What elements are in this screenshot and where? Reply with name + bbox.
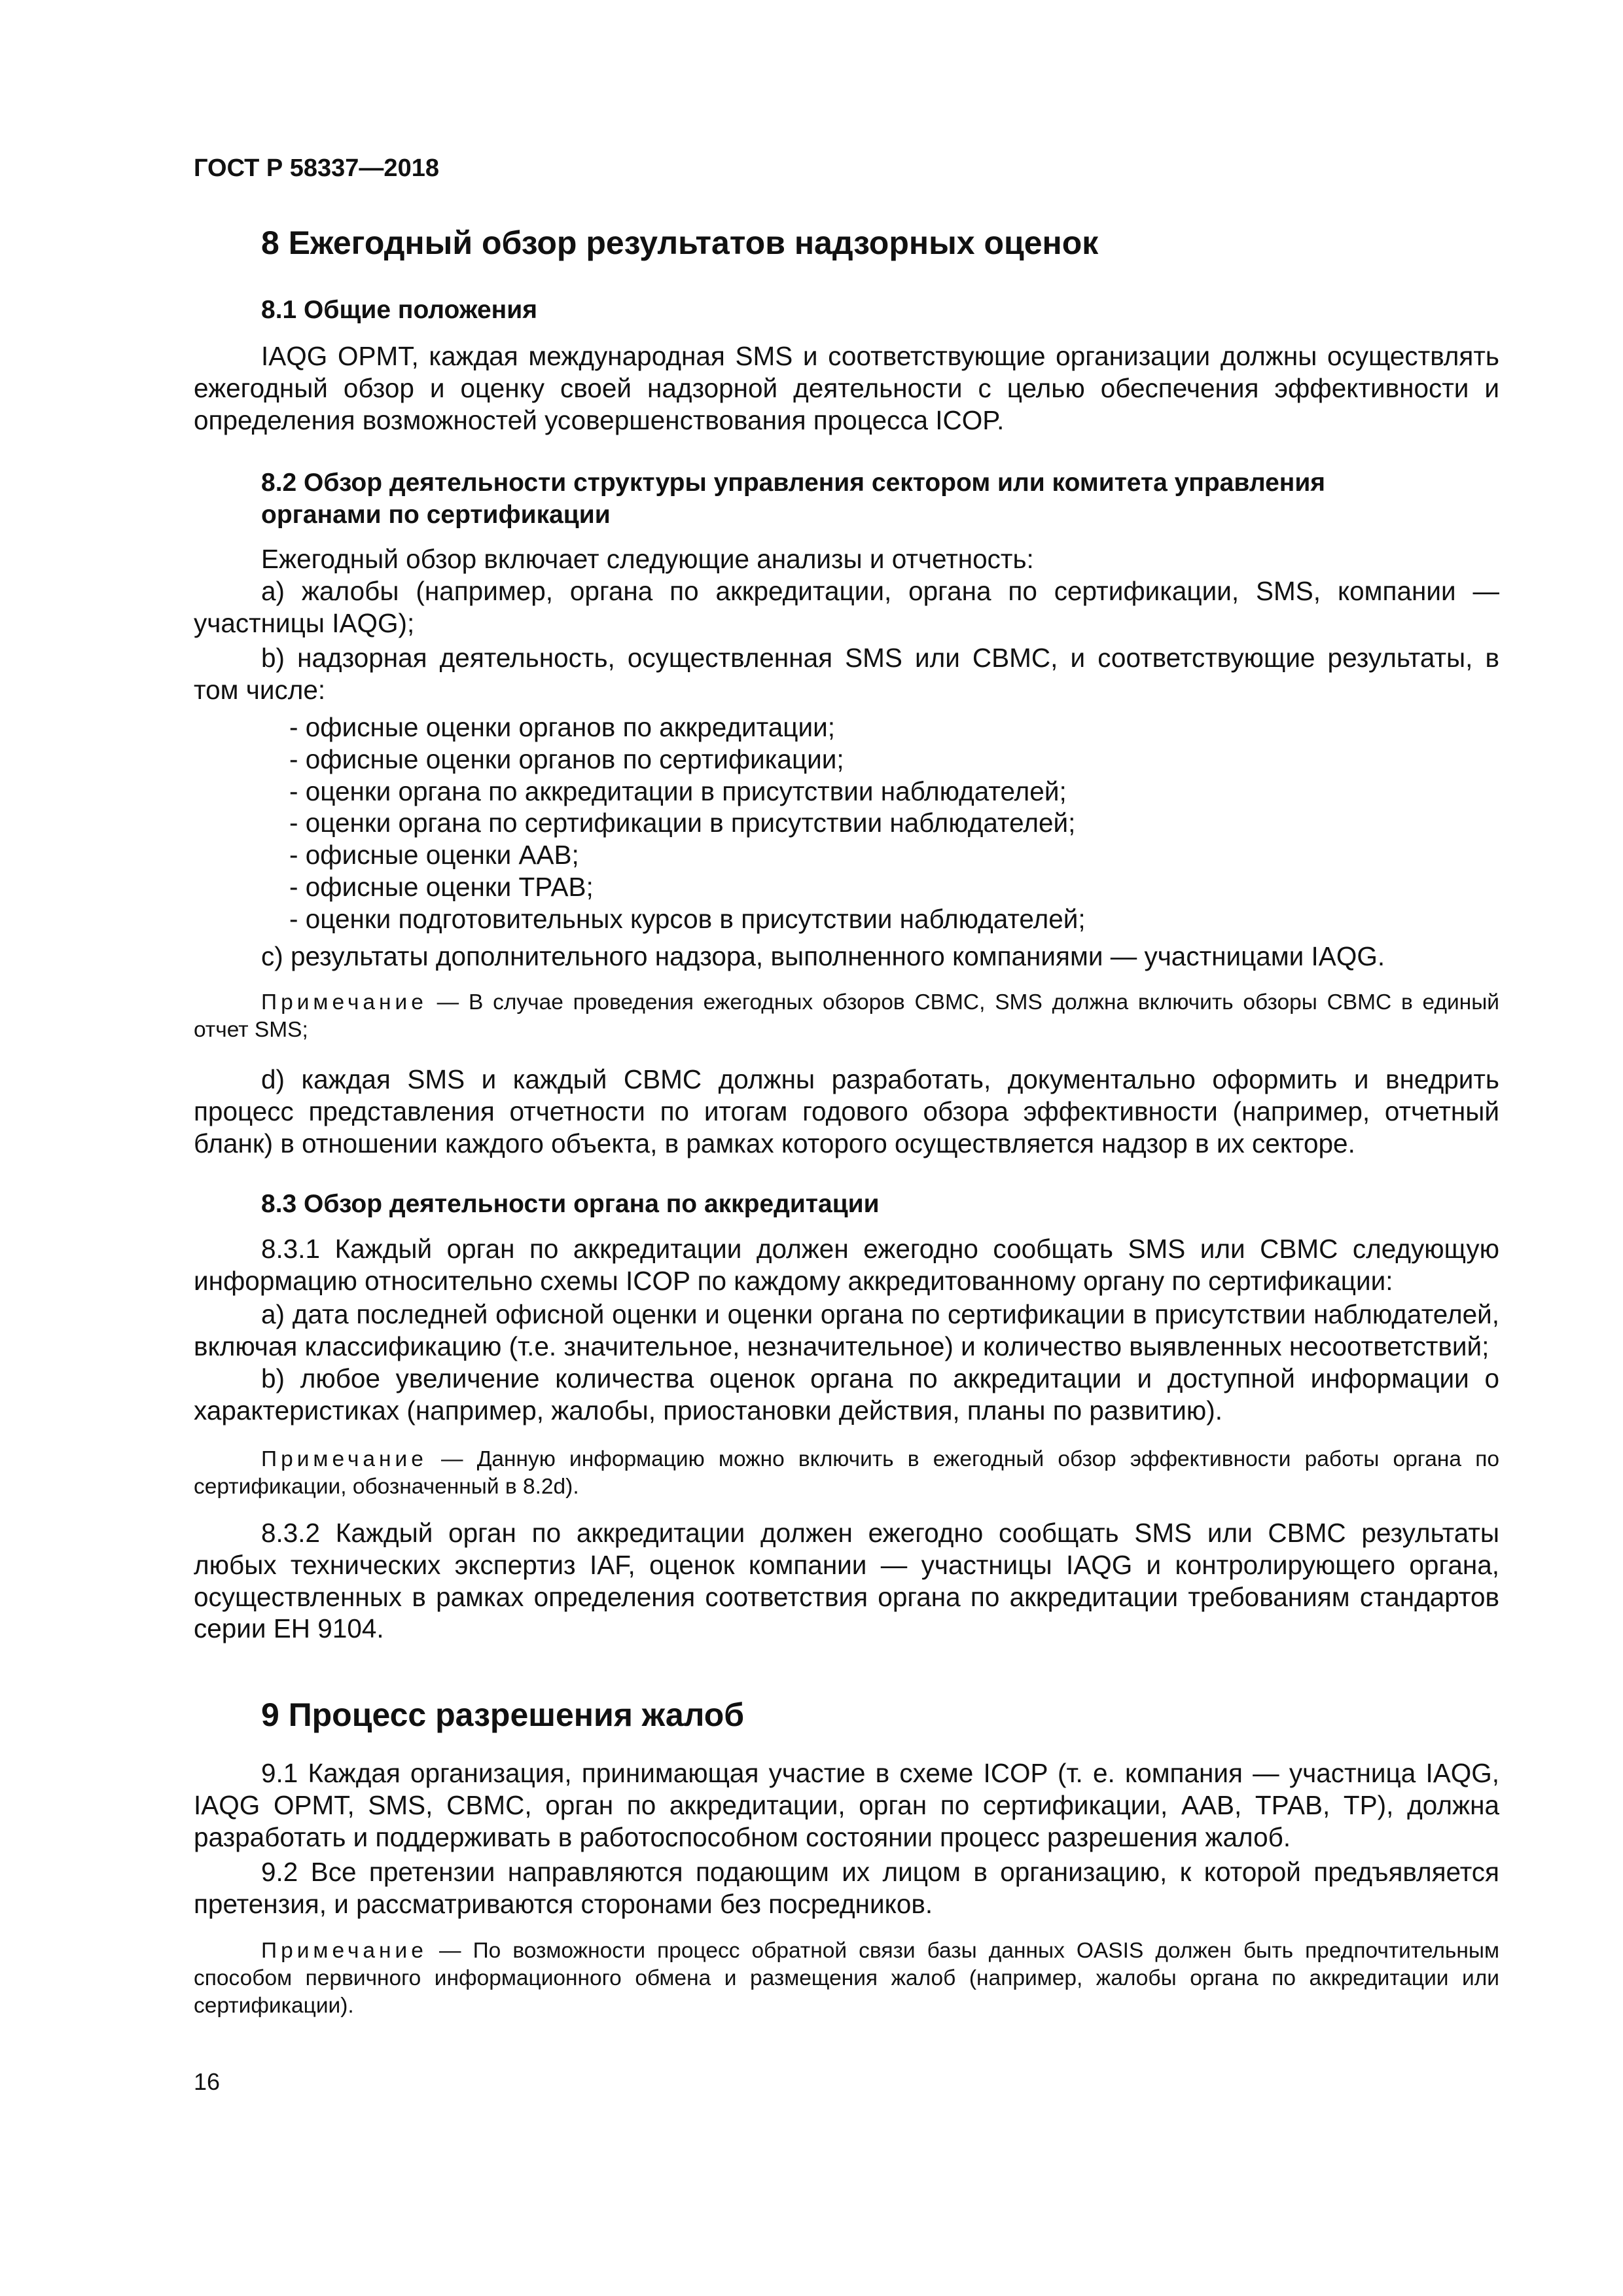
note-text: — В случае проведения ежегодных обзоров CBMC, SMS должна включить обзоры CBMC в единый отчет SMS; <box>194 990 1499 1042</box>
note-label: Примечание <box>261 1939 427 1963</box>
section-9-1-paragraph: 9.1 Каждая организация, принимающая участие в схеме ICOP (т. е. компания — участница IAQG, IAQG OPMT, SMS, CBMC, орган по аккредитации, орган по сертификации, ААВ, ТРАВ, ТР), должна разработать и поддерживать в работоспособном состоянии процесс разрешения жалоб. <box>194 1758 1499 1852</box>
section-8-2-item-a: а) жалобы (например, органа по аккредитации, органа по сертификации, SMS, компании — участницы IAQG); <box>194 576 1499 638</box>
dash-item: - оценки подготовительных курсов в присутствии наблюдателей; <box>289 903 1086 934</box>
section-8-3-1-item-b: b) любое увеличение количества оценок органа по аккредитации и доступной информации о характеристиках (например, жалобы, приостановки действия, планы по развитию). <box>194 1363 1499 1426</box>
section-9-2-paragraph: 9.2 Все претензии направляются подающим их лицом в организацию, к которой предъявляется претензия, и рассматриваются сторонами без посредников. <box>194 1857 1499 1919</box>
section-9-heading: 9 Процесс разрешения жалоб <box>261 1696 745 1733</box>
note-label: Примечание <box>261 1447 427 1471</box>
note-text: — По возможности процесс обратной связи базы данных OASIS должен быть предпочтительным способом первичного информационного обмена и размещения жалоб (например, жалобы органа по аккредитации или сертификации). <box>194 1939 1499 2018</box>
section-8-2-intro: Ежегодный обзор включает следующие анализы и отчетность: <box>261 544 1034 574</box>
section-8-2-dash-list <box>194 711 1499 935</box>
section-8-3-1-paragraph: 8.3.1 Каждый орган по аккредитации должен ежегодно сообщать SMS или CBMC следующую информацию относительно схемы ICOP по каждому аккредитованному органу по сертификации: <box>194 1234 1499 1296</box>
section-9-note <box>194 1937 1499 2020</box>
dash-item: - офисные оценки ТРАВ; <box>289 871 594 902</box>
section-8-2-item-b: b) надзорная деятельность, осуществленная SMS или CBMC, и соответствующие результаты, в том числе: <box>194 643 1499 705</box>
section-8-2-heading-line1: 8.2 Обзор деятельности структуры управления сектором или комитета управления <box>261 469 1326 497</box>
section-8-2-heading-line2: органами по сертификации <box>261 501 611 529</box>
section-8-1-paragraph: IAQG OPMT, каждая международная SMS и соответствующие организации должны осуществлять ежегодный обзор и оценку своей надзорной деятельности с целью обеспечения эффективности и определения возможностей усовершенствования процесса ICOP. <box>194 341 1499 435</box>
section-8-3-2-paragraph: 8.3.2 Каждый орган по аккредитации должен ежегодно сообщать SMS или CBMC результаты любых технических экспертиз IAF, оценок компании — участницы IAQG и контролирующего органа, осуществленных в рамках определения соответствия органа по аккредитации требованиям стандартов серии ЕН 9104. <box>194 1518 1499 1644</box>
section-8-1-heading: 8.1 Общие положения <box>261 296 537 324</box>
note-text: — Данную информацию можно включить в ежегодный обзор эффективности работы органа по сертификации, обозначенный в 8.2d). <box>194 1447 1499 1499</box>
section-8-heading: 8 Ежегодный обзор результатов надзорных оценок <box>261 224 1099 261</box>
section-8-2-item-d: d) каждая SMS и каждый CBMC должны разработать, документально оформить и внедрить процесс представления отчетности по итогам годового обзора эффективности (например, отчетный бланк) в отношении каждого объекта, в рамках которого осуществляется надзор в их секторе. <box>194 1064 1499 1158</box>
section-8-2-note <box>194 989 1499 1044</box>
dash-item: - оценки органа по аккредитации в присутствии наблюдателей; <box>289 776 1067 806</box>
dash-item: - офисные оценки органов по сертификации; <box>289 744 844 774</box>
section-8-2-item-c: с) результаты дополнительного надзора, выполненного компаниями — участницами IAQG. <box>261 941 1385 971</box>
dash-item: - офисные оценки органов по аккредитации; <box>289 712 835 742</box>
section-8-3-1-item-a: а) дата последней офисной оценки и оценки органа по сертификации в присутствии наблюдателей, включая классификацию (т.е. значительное, незначительное) и количество выявленных несоответствий; <box>194 1299 1499 1361</box>
dash-item: - оценки органа по сертификации в присутствии наблюдателей; <box>289 808 1076 838</box>
note-label: Примечание <box>261 990 427 1014</box>
dash-item: - офисные оценки ААВ; <box>289 840 579 870</box>
document-header: ГОСТ Р 58337—2018 <box>194 154 439 182</box>
section-8-3-note <box>194 1446 1499 1501</box>
section-8-3-heading: 8.3 Обзор деятельности органа по аккредитации <box>261 1190 880 1218</box>
page-number: 16 <box>194 2068 221 2095</box>
